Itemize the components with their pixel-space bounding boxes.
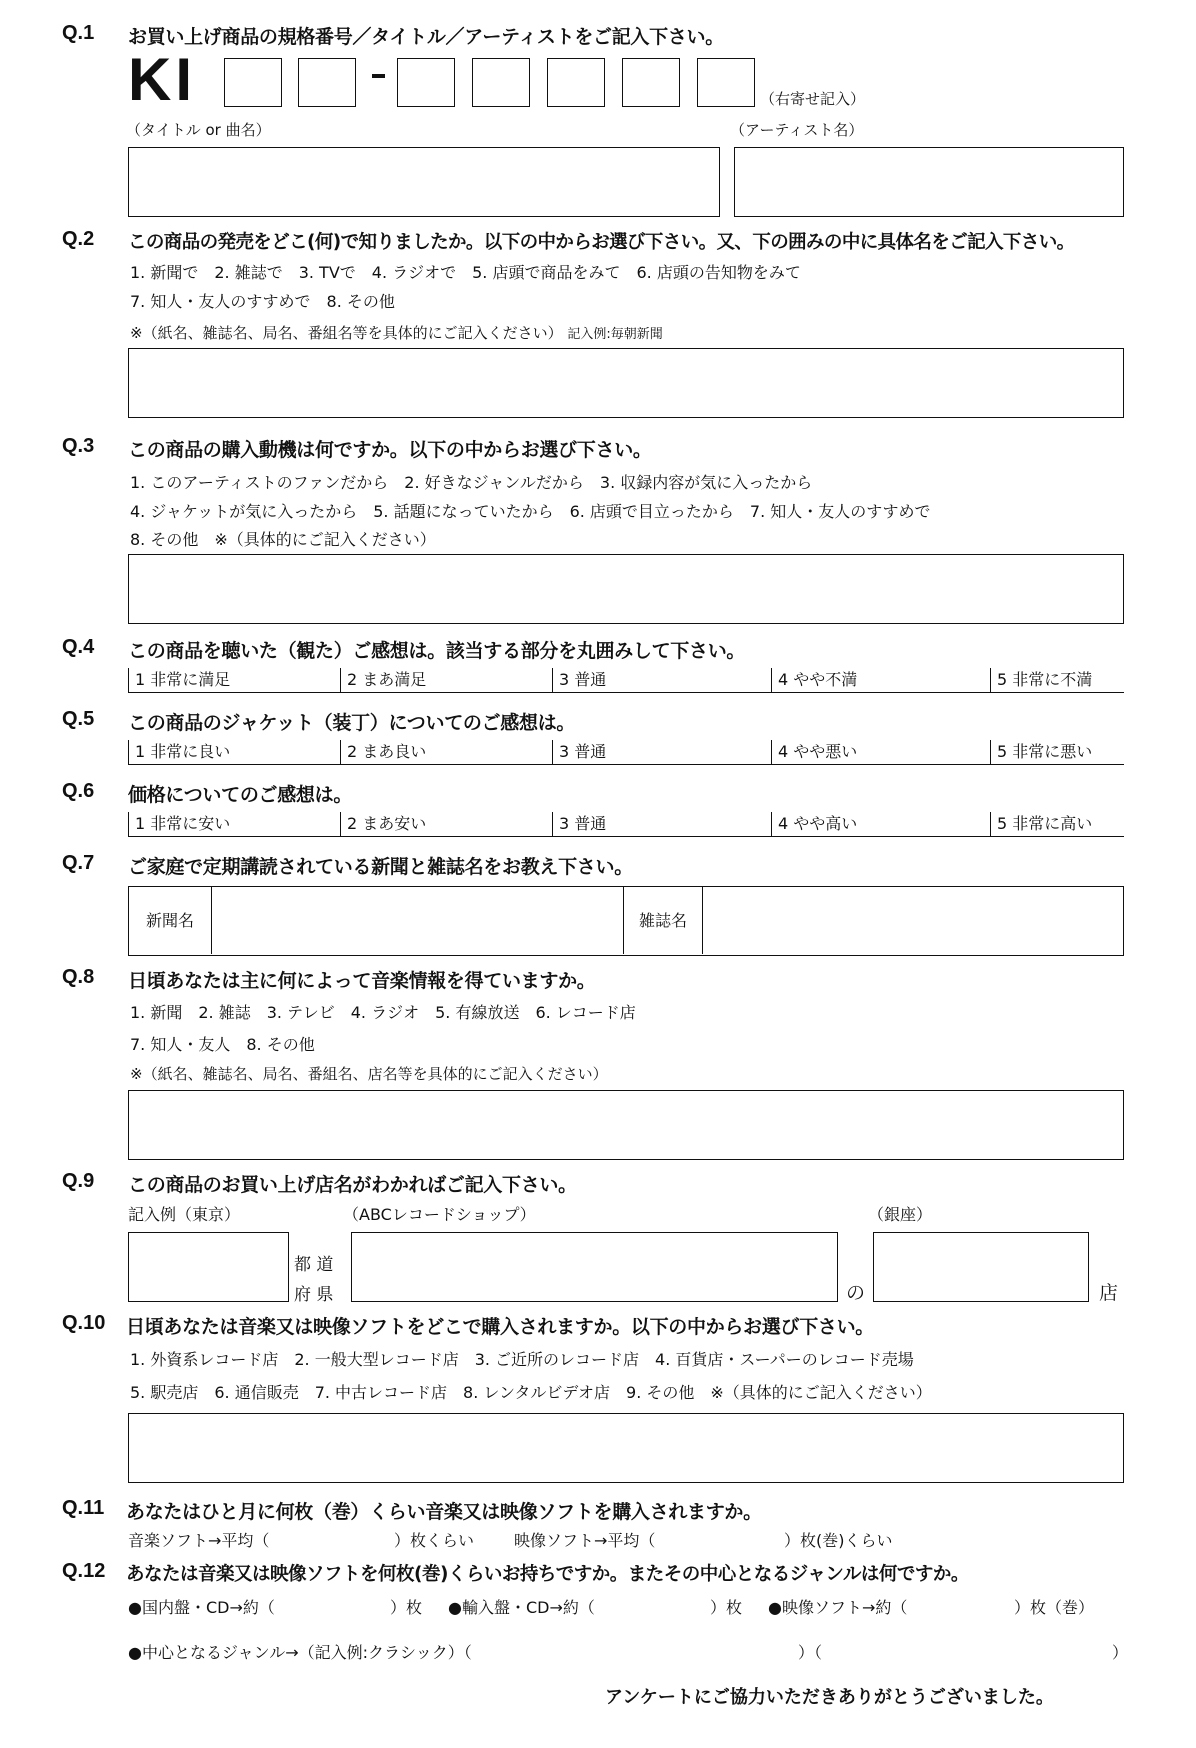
q2-number: Q.2 bbox=[62, 228, 95, 250]
music-soft-input[interactable] bbox=[290, 1526, 390, 1548]
q3-number: Q.3 bbox=[62, 435, 95, 457]
domestic-cd-label: ●国内盤・CD→約（ bbox=[128, 1598, 275, 1617]
q12-title: あなたは音楽又は映像ソフトを何枚(巻)くらいお持ちですか。またその中心となるジャンルは何ですか。 bbox=[126, 1564, 969, 1585]
q3-input[interactable] bbox=[128, 554, 1124, 624]
prefecture-suffix-bottom: 府 県 bbox=[294, 1285, 334, 1305]
q11-number: Q.11 bbox=[62, 1497, 105, 1519]
catalog-dash bbox=[372, 74, 385, 78]
q4-scale bbox=[128, 668, 1124, 693]
q4-option-3[interactable]: 3 普通 bbox=[552, 668, 606, 692]
q3-options-line3: 8. その他 ※（具体的にご記入ください） bbox=[130, 530, 436, 549]
genre-input-1[interactable] bbox=[500, 1638, 796, 1660]
music-soft-suffix: ）枚くらい bbox=[394, 1531, 475, 1550]
q4-option-4[interactable]: 4 やや不満 bbox=[771, 668, 857, 692]
q5-option-4[interactable]: 4 やや悪い bbox=[771, 740, 857, 764]
genre-separator: ）（ bbox=[798, 1643, 823, 1662]
q6-scale bbox=[128, 812, 1124, 837]
catalog-digit-3[interactable] bbox=[397, 58, 455, 107]
import-cd-label: ●輸入盤・CD→約（ bbox=[448, 1598, 595, 1617]
q4-option-1[interactable]: 1 非常に満足 bbox=[128, 668, 230, 692]
q8-input[interactable] bbox=[128, 1090, 1124, 1160]
q2-input[interactable] bbox=[128, 348, 1124, 418]
catalog-prefix: KI bbox=[128, 46, 196, 113]
domestic-cd-suffix: ）枚 bbox=[390, 1598, 423, 1617]
q10-options-line1: 1. 外資系レコード店 2. 一般大型レコード店 3. ご近所のレコード店 4. 百貨店・スーパーのレコード売場 bbox=[130, 1350, 914, 1369]
genre-label: ●中心となるジャンル→（記入例:クラシック）（ bbox=[128, 1643, 472, 1662]
q10-title: 日頃あなたは音楽又は映像ソフトをどこで購入されますか。以下の中からお選び下さい。 bbox=[126, 1316, 875, 1338]
branch-input[interactable] bbox=[873, 1232, 1089, 1302]
q3-options-line2: 4. ジャケットが気に入ったから 5. 話題になっていたから 6. 店頭で目立ったから 7. 知人・友人のすすめで bbox=[130, 502, 931, 521]
video-soft-count-input[interactable] bbox=[930, 1593, 1012, 1615]
video-soft-suffix: ）枚(巻)くらい bbox=[784, 1531, 893, 1550]
q5-scale bbox=[128, 740, 1124, 765]
q12-number: Q.12 bbox=[62, 1560, 106, 1582]
catalog-digit-4[interactable] bbox=[472, 58, 530, 107]
q6-option-2[interactable]: 2 まあ安い bbox=[340, 812, 426, 836]
title-input[interactable] bbox=[128, 147, 720, 217]
q2-options-line1: 1. 新聞で 2. 雑誌で 3. TVで 4. ラジオで 5. 店頭で商品をみて 6. 店頭の告知物をみて bbox=[130, 263, 801, 282]
right-align-note: （右寄せ記入） bbox=[760, 90, 866, 108]
video-soft-label: 映像ソフト→平均（ bbox=[514, 1531, 656, 1550]
no-label: の bbox=[846, 1282, 866, 1304]
q5-title: この商品のジャケット（装丁）についてのご感想は。 bbox=[128, 712, 576, 734]
q4-title: この商品を聴いた（観た）ご感想は。該当する部分を丸囲みして下さい。 bbox=[128, 640, 746, 662]
q9-example-branch: （銀座） bbox=[868, 1205, 933, 1224]
catalog-digit-2[interactable] bbox=[298, 58, 356, 107]
q10-options-line2: 5. 駅売店 6. 通信販売 7. 中古レコード店 8. レンタルビデオ店 9. その他 ※（具体的にご記入ください） bbox=[130, 1383, 932, 1402]
q5-number: Q.5 bbox=[62, 708, 95, 730]
music-soft-label: 音楽ソフト→平均（ bbox=[128, 1531, 270, 1550]
catalog-digit-1[interactable] bbox=[224, 58, 282, 107]
q7-number: Q.7 bbox=[62, 852, 95, 874]
q8-number: Q.8 bbox=[62, 966, 95, 988]
q6-option-1[interactable]: 1 非常に安い bbox=[128, 812, 230, 836]
q8-note: ※（紙名、雑誌名、局名、番組名、店名等を具体的にご記入ください） bbox=[130, 1065, 608, 1083]
catalog-digit-6[interactable] bbox=[622, 58, 680, 107]
q7-table bbox=[128, 886, 1124, 956]
video-soft-count-label: ●映像ソフト→約（ bbox=[768, 1598, 908, 1617]
import-cd-suffix: ）枚 bbox=[710, 1598, 743, 1617]
q5-option-5[interactable]: 5 非常に悪い bbox=[990, 740, 1092, 764]
q2-example: 記入例:毎朝新聞 bbox=[567, 327, 663, 342]
q8-title: 日頃あなたは主に何によって音楽情報を得ていますか。 bbox=[128, 970, 596, 992]
q2-options-line2: 7. 知人・友人のすすめで 8. その他 bbox=[130, 292, 395, 311]
q2-note-row bbox=[130, 322, 663, 343]
title-label: （タイトル or 曲名） bbox=[126, 121, 271, 139]
q9-title: この商品のお買い上げ店名がわかればご記入下さい。 bbox=[128, 1174, 577, 1196]
q10-input[interactable] bbox=[128, 1413, 1124, 1483]
q4-option-5[interactable]: 5 非常に不満 bbox=[990, 668, 1092, 692]
q5-option-3[interactable]: 3 普通 bbox=[552, 740, 606, 764]
q6-number: Q.6 bbox=[62, 780, 95, 802]
thanks-message: アンケートにご協力いただきありがとうございました。 bbox=[605, 1687, 1054, 1708]
q11-title: あなたはひと月に何枚（巻）くらい音楽又は映像ソフトを購入されますか。 bbox=[126, 1501, 762, 1523]
genre-end: ） bbox=[1112, 1643, 1129, 1662]
q10-number: Q.10 bbox=[62, 1312, 106, 1334]
q4-number: Q.4 bbox=[62, 636, 95, 658]
q5-option-1[interactable]: 1 非常に良い bbox=[128, 740, 230, 764]
artist-input[interactable] bbox=[734, 147, 1124, 217]
q8-options-line2: 7. 知人・友人 8. その他 bbox=[130, 1035, 315, 1054]
q1-title: お買い上げ商品の規格番号／タイトル／アーティストをご記入下さい。 bbox=[128, 26, 724, 48]
prefecture-suffix-top: 都 道 bbox=[294, 1255, 334, 1275]
q9-example-shop: （ABCレコードショップ） bbox=[343, 1205, 536, 1224]
magazine-input[interactable] bbox=[703, 887, 1123, 954]
q9-example-prefecture: 記入例（東京） bbox=[128, 1205, 241, 1224]
shop-name-input[interactable] bbox=[351, 1232, 838, 1302]
q2-title: この商品の発売をどこ(何)で知りましたか。以下の中からお選び下さい。又、下の囲みの中に具体名をご記入下さい。 bbox=[128, 232, 1075, 253]
q8-options-line1: 1. 新聞 2. 雑誌 3. テレビ 4. ラジオ 5. 有線放送 6. レコード店 bbox=[130, 1003, 636, 1022]
q9-number: Q.9 bbox=[62, 1170, 95, 1192]
newspaper-label: 新聞名 bbox=[129, 887, 212, 954]
q4-option-2[interactable]: 2 まあ満足 bbox=[340, 668, 426, 692]
q7-title: ご家庭で定期講読されている新聞と雑誌名をお教え下さい。 bbox=[128, 856, 633, 878]
artist-label: （アーティスト名） bbox=[730, 121, 864, 139]
q3-title: この商品の購入動機は何ですか。以下の中からお選び下さい。 bbox=[128, 439, 652, 461]
video-soft-input[interactable] bbox=[680, 1526, 780, 1548]
prefecture-input[interactable] bbox=[128, 1232, 289, 1302]
catalog-digit-7[interactable] bbox=[697, 58, 755, 107]
import-cd-input[interactable] bbox=[626, 1593, 708, 1615]
store-label: 店 bbox=[1099, 1282, 1119, 1304]
q3-options-line1: 1. このアーティストのファンだから 2. 好きなジャンルだから 3. 収録内容が気に入ったから bbox=[130, 473, 813, 492]
q2-note: ※（紙名、雑誌名、局名、番組名等を具体的にご記入ください） bbox=[130, 324, 563, 342]
q5-option-2[interactable]: 2 まあ良い bbox=[340, 740, 426, 764]
q1-number: Q.1 bbox=[62, 22, 95, 44]
q6-title: 価格についてのご感想は。 bbox=[128, 784, 353, 806]
video-soft-count-suffix: ）枚（巻） bbox=[1014, 1598, 1095, 1617]
catalog-digit-5[interactable] bbox=[547, 58, 605, 107]
genre-input-2[interactable] bbox=[830, 1638, 1110, 1660]
magazine-label: 雑誌名 bbox=[623, 887, 703, 954]
domestic-cd-input[interactable] bbox=[306, 1593, 388, 1615]
q6-option-4[interactable]: 4 やや高い bbox=[771, 812, 857, 836]
q6-option-3[interactable]: 3 普通 bbox=[552, 812, 606, 836]
q6-option-5[interactable]: 5 非常に高い bbox=[990, 812, 1092, 836]
